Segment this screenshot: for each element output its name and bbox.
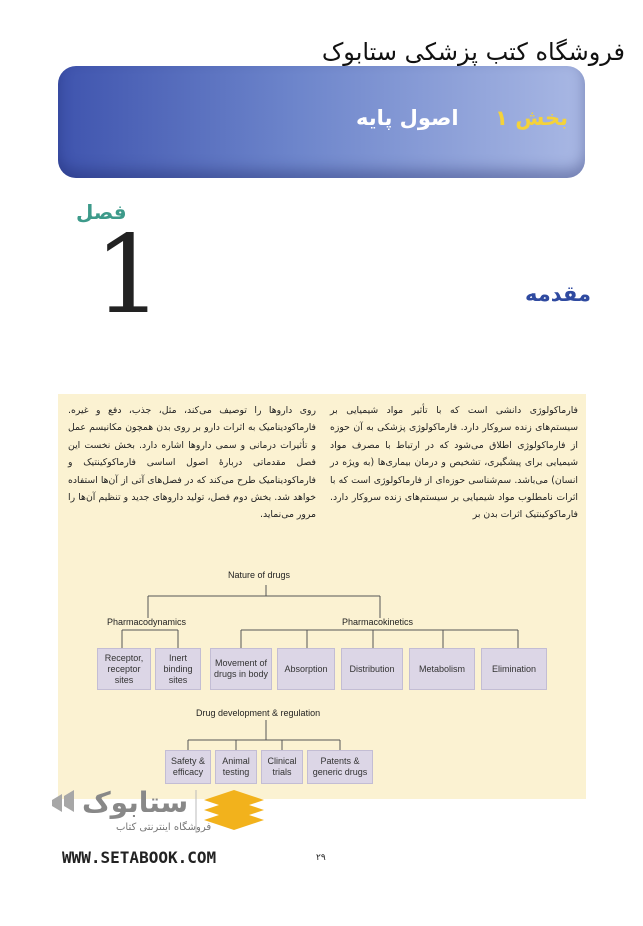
part-label: بخش ۱ xyxy=(495,106,568,130)
node-movement-of-drugs: Movement of drugs in body xyxy=(210,648,272,690)
drug-development-label: Drug development & regulation xyxy=(196,708,321,718)
node-metabolism: Metabolism xyxy=(409,648,475,690)
node-safety-efficacy: Safety & efficacy xyxy=(165,750,211,784)
part-title: اصول پایه xyxy=(355,106,459,130)
node-inert-binding-sites: Inert binding sites xyxy=(155,648,201,690)
chapter-label: فصل xyxy=(76,200,127,224)
pharmacokinetics-label: Pharmacokinetics xyxy=(342,617,414,627)
node-elimination: Elimination xyxy=(481,648,547,690)
node-patents-generic: Patents & generic drugs xyxy=(307,750,373,784)
logo-brand-name: ستابوک xyxy=(82,786,189,819)
body-text-left-column: روی داروها را توصیف می‌کند، مثل، جذب، دفع و غیره. فارماکودینامیک به اثرات دارو بر روی بدن همچون مکانیسم عمل و تأثیرات درمانی و سمی داروها اشاره دارد. بخش نخست این فصل مقدماتی دربارهٔ اصول اساسی فارماکوکینتیک و فارماکودینامیک طرح می‌کند که در فصل‌های آتی از آن‌ها استفاده خواهد شد. بخش دوم فصل، تولید داروهای جدید و تنظیم آن‌ها را مرور می‌نماید. xyxy=(68,405,316,521)
concept-diagram-lines xyxy=(58,394,586,799)
body-text-right-column: فارماکولوژی دانشی است که با تأثیر مواد شیمیایی بر سیستم‌های زنده سروکار دارد. فارماکولوژی پزشکی به آن حوزه از فارماکولوژی اطلاق می‌شود که در ارتباط با مصرف مواد شیمیایی برای پیشگیری، تشخیص و درمان بیماری‌ها (به ویژه در انسان) می‌باشد. سم‌شناسی حوزه‌ای از فارماکولوژی است که با اثرات نامطلوب مواد شیمیایی بر سیستم‌های زنده سروکار دارد. فارماکوکینتیک اثرات بدن بر xyxy=(330,405,578,521)
node-absorption: Absorption xyxy=(277,648,335,690)
diagram-root-label: Nature of drugs xyxy=(228,570,291,580)
node-receptor-sites: Receptor, receptor sites xyxy=(97,648,151,690)
intro-box xyxy=(58,394,586,799)
node-clinical-trials: Clinical trials xyxy=(261,750,303,784)
pharmacodynamics-label: Pharmacodynamics xyxy=(107,617,187,627)
chapter-title: مقدمه xyxy=(525,282,591,306)
store-title: فروشگاه کتب پزشکی ستابوک xyxy=(321,38,625,66)
node-animal-testing: Animal testing xyxy=(215,750,257,784)
node-distribution: Distribution xyxy=(341,648,403,690)
part-heading xyxy=(58,106,568,130)
page-number: ۲۹ xyxy=(316,853,326,863)
setabook-logo xyxy=(52,782,282,842)
chapter-number: 1 xyxy=(94,213,163,338)
website-url: WWW.SETABOOK.COM xyxy=(62,848,217,867)
logo-tagline: فروشگاه اینترنتی کتاب xyxy=(116,822,212,833)
